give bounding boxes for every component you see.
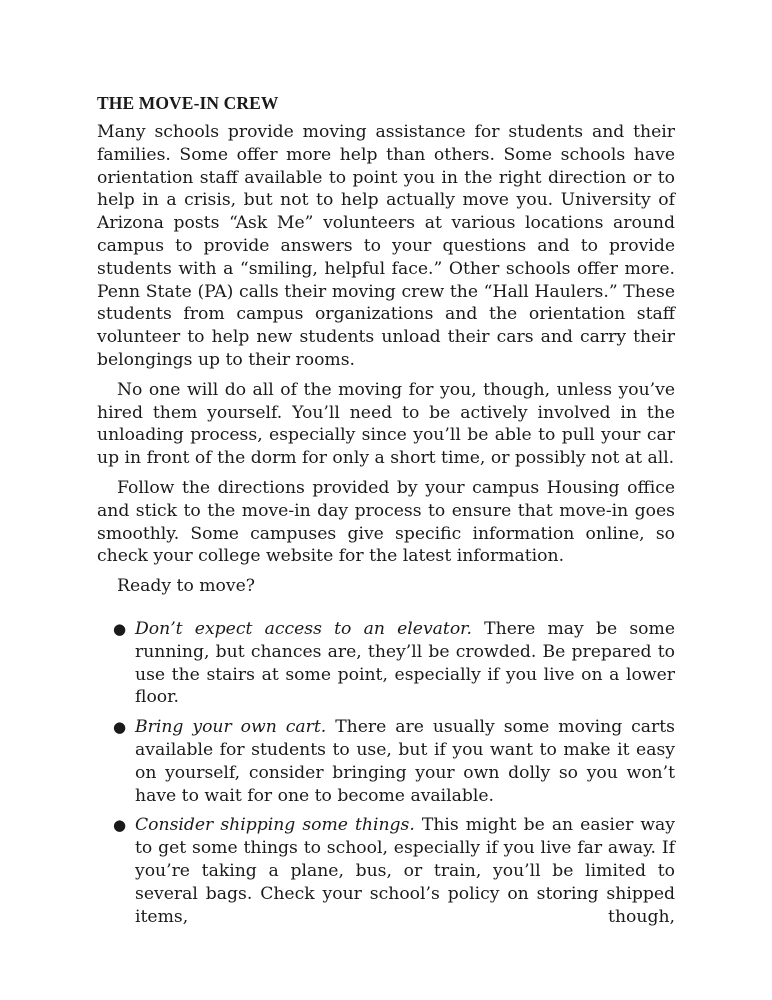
tips-list — [97, 618, 675, 928]
list-item-text: There may be some running, but chances are, they’ll be crowded. Be prepared to use the stairs at some point, especially if you live on a lower floor. — [135, 618, 676, 708]
list-item-lead: Bring your own cart. — [135, 717, 327, 738]
bullet-icon: ● — [113, 718, 127, 737]
list-item-lead: Consider shipping some things. — [135, 815, 415, 836]
paragraph-directions: Follow the directions provided by your campus Housing office and stick to the move-in day process to ensure that move-in goes smoothly. Some campuses give specific information online, so check your college website for the latest information. — [97, 477, 675, 567]
list-item-text: This might be an easier way to get some things to school, especially if you live far away. If you’re taking a plane, bus, or train, you’ll be limited to several bags. Check your school’s policy on storing shipped items, though, — [135, 815, 676, 927]
bullet-icon: ● — [113, 619, 127, 638]
paragraph-intro: Many schools provide moving assistance for students and their families. Some offer more help than others. Some schools have orientation staff available to point you in the right direction or to help in a crisis, but not to help actually move you. University of Arizona posts “Ask Me” volunteers at various locations around campus to provide answers to your questions and to provide students with a “smiling, helpful face.” Other schools offer more. Penn State (PA) calls their moving crew the “Hall Haulers.” These students from campus organizations and the orientation staff volunteer to help new students unload their cars and carry their belongings up to their rooms. — [97, 122, 675, 370]
paragraph-ready: Ready to move? — [117, 576, 255, 597]
paragraph-involvement: No one will do all of the moving for you, though, unless you’ve hired them yourself. You’ll need to be actively involved in the unloading process, especially since you’ll be able to pull your car up in front of the dorm for only a short time, or possibly not at all. — [97, 379, 675, 469]
bullet-icon: ● — [113, 816, 127, 835]
section-heading: THE MOVE-IN CREW — [97, 93, 279, 113]
list-item-text: There are usually some moving carts available for students to use, but if you want to make it easy on yourself, consider bringing your own dolly so you won’t have to wait for one to become available. — [135, 717, 675, 806]
list-item — [97, 618, 675, 709]
list-item-lead: Don’t expect access to an elevator. — [135, 618, 472, 639]
list-item — [97, 814, 675, 928]
list-item — [97, 716, 675, 807]
document-page — [97, 92, 675, 935]
